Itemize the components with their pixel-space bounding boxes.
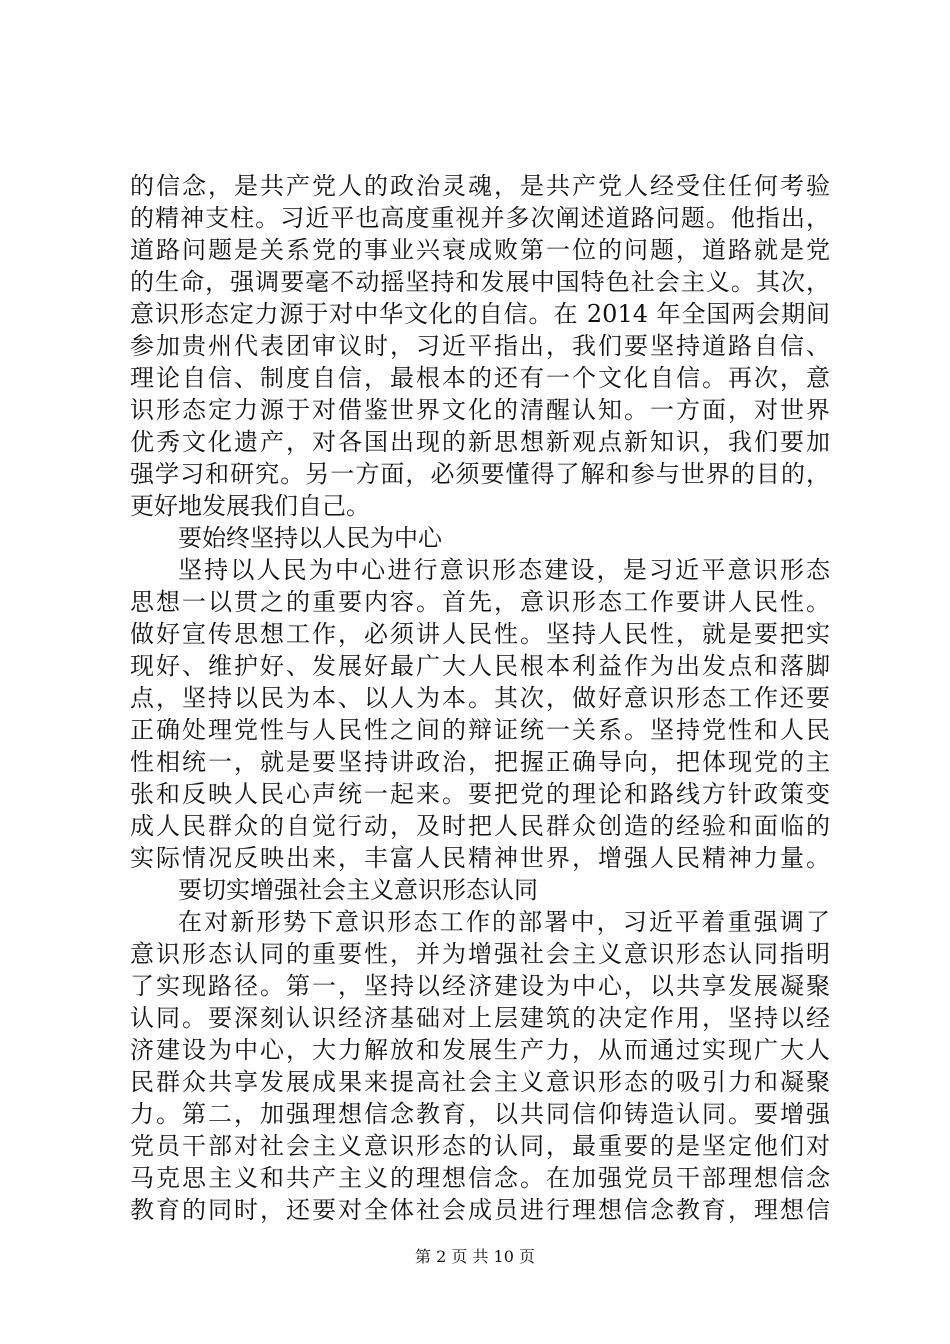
section-heading: 要切实增强社会主义意识形态认同	[178, 876, 538, 904]
text-line: 性相统一，就是要坚持讲政治，把握正确导向，把体现党的主	[130, 748, 830, 776]
text-line: 的信念，是共产党人的政治灵魂，是共产党人经受住任何考验	[130, 172, 830, 200]
text-line: 认同。要深刻认识经济基础对上层建筑的决定作用，坚持以经	[130, 1004, 830, 1032]
text-line: 优秀文化遗产，对各国出现的新思想新观点新知识，我们要加	[130, 428, 830, 456]
text-line: 张和反映人民心声统一起来。要把党的理论和路线方针政策变	[130, 780, 830, 808]
paragraph-first-line: 坚持以人民为中心进行意识形态建设，是习近平意识形态	[178, 556, 830, 584]
text-line: 党员干部对社会主义意识形态的认同，最重要的是坚定他们对	[130, 1132, 830, 1160]
text-line: 思想一以贯之的重要内容。首先，意识形态工作要讲人民性。	[130, 588, 830, 616]
text-line: 做好宣传思想工作，必须讲人民性。坚持人民性，就是要把实	[130, 620, 830, 648]
text-line: 理论自信、制度自信，最根本的还有一个文化自信。再次，意	[130, 364, 830, 392]
text-line: 教育的同时，还要对全体社会成员进行理想信念教育，理想信	[130, 1196, 830, 1224]
text-line: 的精神支柱。习近平也高度重视并多次阐述道路问题。他指出，	[130, 204, 830, 232]
text-line: 识形态定力源于对借鉴世界文化的清醒认知。一方面，对世界	[130, 396, 830, 424]
text-line: 了实现路径。第一，坚持以经济建设为中心，以共享发展凝聚	[130, 972, 830, 1000]
text-line: 道路问题是关系党的事业兴衰成败第一位的问题，道路就是党	[130, 236, 830, 264]
text-line: 成人民群众的自觉行动，及时把人民群众创造的经验和面临的	[130, 812, 830, 840]
paragraph-first-line: 在对新形势下意识形态工作的部署中，习近平着重强调了	[178, 908, 830, 936]
text-line: 马克思主义和共产主义的理想信念。在加强党员干部理想信念	[130, 1164, 830, 1192]
text-line: 的生命，强调要毫不动摇坚持和发展中国特色社会主义。其次，	[130, 268, 830, 296]
section-heading: 要始终坚持以人民为中心	[178, 524, 442, 552]
text-line: 参加贵州代表团审议时，习近平指出，我们要坚持道路自信、	[130, 332, 830, 360]
text-line: 正确处理党性与人民性之间的辩证统一关系。坚持党性和人民	[130, 716, 830, 744]
text-line: 现好、维护好、发展好最广大人民根本利益作为出发点和落脚	[130, 652, 830, 680]
text-line: 济建设为中心，大力解放和发展生产力，从而通过实现广大人	[130, 1036, 830, 1064]
text-line: 意识形态定力源于对中华文化的自信。在 2014 年全国两会期间	[130, 300, 830, 328]
text-line: 实际情况反映出来，丰富人民精神世界，增强人民精神力量。	[130, 844, 830, 872]
text-line: 点，坚持以民为本、以人为本。其次，做好意识形态工作还要	[130, 684, 830, 712]
page-footer: 第 2 页 共 10 页	[415, 1247, 535, 1266]
text-line: 强学习和研究。另一方面，必须要懂得了解和参与世界的目的，	[130, 460, 830, 488]
document-body	[130, 170, 830, 1226]
text-line: 民群众共享发展成果来提高社会主义意识形态的吸引力和凝聚	[130, 1068, 830, 1096]
text-line: 意识形态认同的重要性，并为增强社会主义意识形态认同指明	[130, 940, 830, 968]
text-line: 力。第二，加强理想信念教育，以共同信仰铸造认同。要增强	[130, 1100, 830, 1128]
paragraph-last-line: 更好地发展我们自己。	[130, 492, 370, 520]
